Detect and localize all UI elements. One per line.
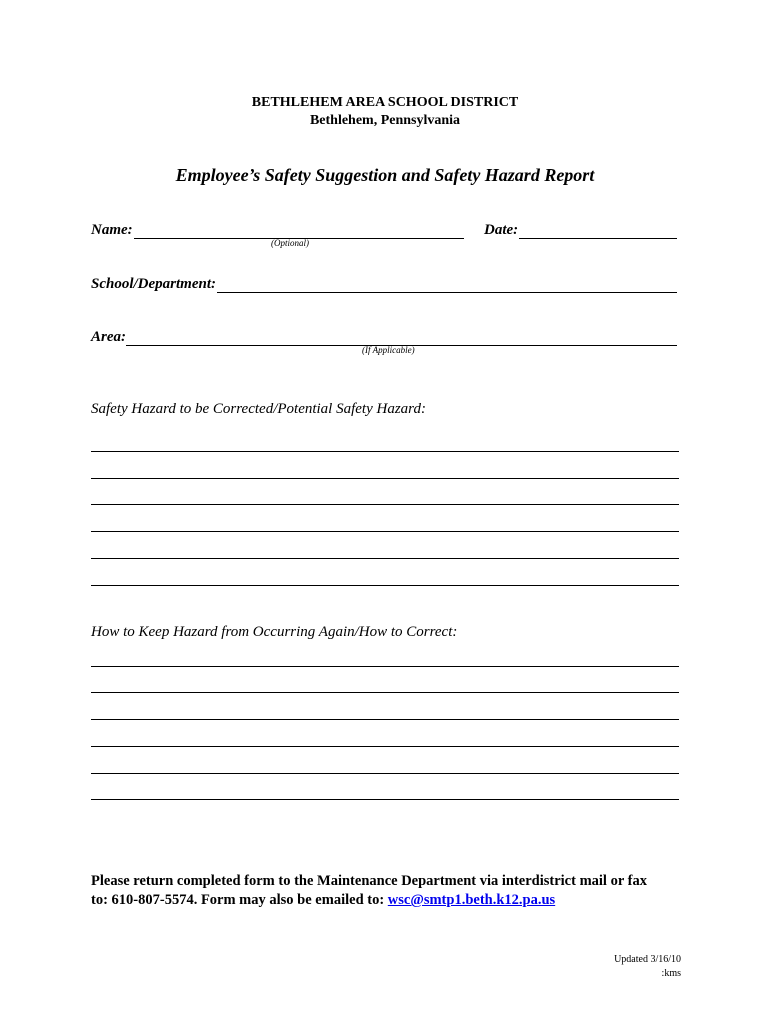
hazard-line-2[interactable] bbox=[91, 478, 679, 479]
updated-initials: :kms bbox=[661, 968, 681, 979]
hazard-line-5[interactable] bbox=[91, 558, 679, 559]
org-name: BETHLEHEM AREA SCHOOL DISTRICT bbox=[251, 95, 519, 110]
name-hint: (Optional) bbox=[271, 238, 309, 248]
correction-line-4[interactable] bbox=[91, 746, 679, 747]
correction-line-6[interactable] bbox=[91, 799, 679, 800]
return-instructions bbox=[91, 872, 691, 910]
area-label: Area: bbox=[91, 329, 126, 345]
form-title: Employee’s Safety Suggestion and Safety Hazard Report bbox=[175, 165, 595, 185]
hazard-line-3[interactable] bbox=[91, 504, 679, 505]
hazard-line-4[interactable] bbox=[91, 531, 679, 532]
date-field[interactable] bbox=[519, 238, 677, 239]
name-label: Name: bbox=[91, 222, 133, 238]
correction-prompt: How to Keep Hazard from Occurring Again/How to Correct: bbox=[91, 624, 458, 640]
org-location: Bethlehem, Pennsylvania bbox=[309, 113, 461, 128]
school-department-label: School/Department: bbox=[91, 276, 217, 292]
instruction-line-2-text: to: 610-807-5574. Form may also be emailed to: bbox=[91, 892, 388, 908]
instruction-line-2 bbox=[91, 891, 691, 910]
correction-line-5[interactable] bbox=[91, 773, 679, 774]
hazard-line-1[interactable] bbox=[91, 451, 679, 452]
instruction-line-1: Please return completed form to the Maintenance Department via interdistrict mail or fax bbox=[91, 873, 647, 889]
hazard-prompt: Safety Hazard to be Corrected/Potential Safety Hazard: bbox=[91, 401, 426, 417]
document-header bbox=[0, 94, 770, 130]
correction-line-1[interactable] bbox=[91, 666, 679, 667]
correction-line-3[interactable] bbox=[91, 719, 679, 720]
correction-line-2[interactable] bbox=[91, 692, 679, 693]
updated-note bbox=[614, 953, 681, 981]
school-department-field[interactable] bbox=[217, 292, 677, 293]
date-label: Date: bbox=[484, 222, 519, 238]
email-link[interactable]: wsc@smtp1.beth.k12.pa.us bbox=[387, 892, 556, 908]
updated-date: Updated 3/16/10 bbox=[614, 954, 681, 965]
area-hint: (If Applicable) bbox=[362, 345, 415, 355]
hazard-line-6[interactable] bbox=[91, 585, 679, 586]
